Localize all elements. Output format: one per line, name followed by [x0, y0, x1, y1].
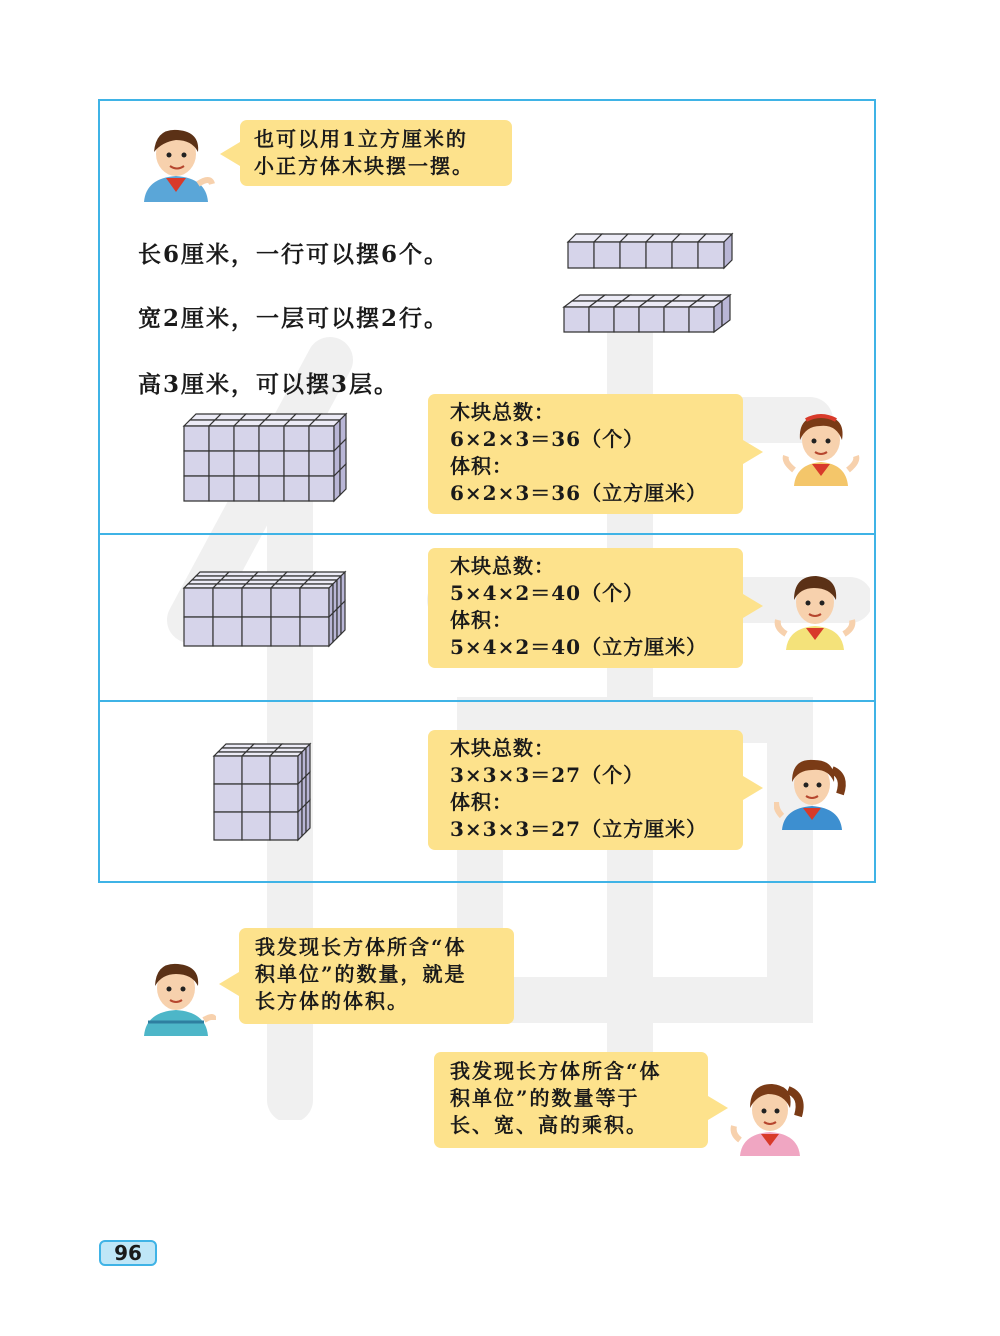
cube-front-face — [309, 451, 334, 476]
count-formula: 6×2×3＝36（个） — [450, 427, 645, 451]
cube-front-face — [300, 588, 329, 617]
cube-front-face — [271, 617, 300, 646]
cube-front-face — [698, 242, 724, 268]
cube-side-face — [302, 748, 306, 780]
cube-front-face — [646, 242, 672, 268]
cube-front-face — [568, 242, 594, 268]
count-label: 木块总数： — [450, 554, 555, 578]
cube-side-face — [341, 601, 345, 634]
cube-side-face — [714, 301, 722, 332]
section-2-bubble — [428, 548, 743, 668]
cube-front-face — [214, 784, 242, 812]
section-3-bubble — [428, 730, 743, 850]
cube-front-face — [214, 756, 242, 784]
girl-conclusion-line-3: 长、宽、高的乘积。 — [450, 1113, 648, 1137]
cube-front-face — [234, 476, 259, 501]
cube-3x3x3-figure — [212, 742, 342, 846]
section-1-bubble — [428, 394, 743, 514]
cube-layer-figure — [562, 293, 754, 343]
cube-front-face — [184, 617, 213, 646]
cube-front-face — [271, 588, 300, 617]
cube-front-face — [213, 617, 242, 646]
cube-front-face — [639, 307, 664, 332]
girl-character-icon — [730, 1078, 810, 1156]
section-divider-1 — [98, 533, 876, 535]
boy-conclusion-bubble — [239, 928, 514, 1024]
cube-front-face — [309, 476, 334, 501]
length-statement: 长6厘米，一行可以摆6个。 — [138, 241, 450, 268]
cube-front-face — [259, 426, 284, 451]
boy-character-icon — [772, 570, 858, 650]
cube-front-face — [300, 617, 329, 646]
girl-conclusion-line-1: 我发现长方体所含“体 — [450, 1059, 662, 1083]
boy-character-icon — [136, 122, 216, 204]
cube-front-face — [259, 476, 284, 501]
cube-front-face — [242, 784, 270, 812]
boy-conclusion-line-1: 我发现长方体所含“体 — [255, 935, 467, 959]
cube-side-face — [341, 572, 345, 605]
cube-front-face — [614, 307, 639, 332]
cube-row-figure — [566, 232, 746, 277]
height-statement: 高3厘米，可以摆3层。 — [138, 371, 400, 398]
cube-side-face — [340, 464, 346, 495]
cube-side-face — [722, 295, 730, 326]
volume-label: 体积： — [450, 790, 513, 814]
cube-front-face — [689, 307, 714, 332]
girl-character-icon — [780, 410, 862, 486]
page-number: 96 — [99, 1240, 157, 1266]
cube-side-face — [306, 800, 310, 832]
cube-front-face — [620, 242, 646, 268]
cube-front-face — [184, 426, 209, 451]
intro-line-2: 小正方体木块摆一摆。 — [254, 154, 474, 178]
cube-front-face — [234, 426, 259, 451]
cube-front-face — [209, 451, 234, 476]
intro-line-1: 也可以用1立方厘米的 — [254, 127, 468, 151]
count-formula: 3×3×3＝27（个） — [450, 763, 645, 787]
cube-front-face — [213, 588, 242, 617]
cube-front-face — [242, 812, 270, 840]
volume-label: 体积： — [450, 608, 513, 632]
cube-front-face — [209, 426, 234, 451]
cube-front-face — [594, 242, 620, 268]
cube-front-face — [184, 476, 209, 501]
count-formula: 5×4×2＝40（个） — [450, 581, 645, 605]
cube-front-face — [209, 476, 234, 501]
volume-formula: 3×3×3＝27（立方厘米） — [450, 817, 708, 841]
boy-conclusion-line-3: 长方体的体积。 — [255, 989, 409, 1013]
cube-front-face — [242, 617, 271, 646]
count-label: 木块总数： — [450, 736, 555, 760]
boy-conclusion-line-2: 积单位”的数量，就是 — [255, 962, 467, 986]
girl-conclusion-bubble — [434, 1052, 708, 1148]
cube-side-face — [298, 808, 302, 840]
cube-front-face — [564, 307, 589, 332]
cube-front-face — [284, 476, 309, 501]
cube-side-face — [298, 780, 302, 812]
cube-front-face — [214, 812, 242, 840]
cube-front-face — [309, 426, 334, 451]
boy-character-icon — [138, 958, 216, 1036]
cube-side-face — [306, 744, 310, 776]
cuboid-6x2x3-figure — [182, 412, 378, 512]
cube-front-face — [270, 812, 298, 840]
width-statement: 宽2厘米，一层可以摆2行。 — [138, 305, 450, 332]
cube-side-face — [298, 752, 302, 784]
volume-formula: 5×4×2＝40（立方厘米） — [450, 635, 708, 659]
section-divider-2 — [98, 700, 876, 702]
cube-front-face — [270, 756, 298, 784]
girl-conclusion-line-2: 积单位”的数量等于 — [450, 1086, 640, 1110]
cube-front-face — [672, 242, 698, 268]
girl-character-icon — [774, 754, 850, 830]
cube-front-face — [259, 451, 284, 476]
cube-front-face — [284, 451, 309, 476]
cube-front-face — [664, 307, 689, 332]
cuboid-5x4x2-figure — [182, 570, 378, 662]
cube-front-face — [184, 588, 213, 617]
intro-speech-bubble — [240, 120, 512, 186]
count-label: 木块总数： — [450, 400, 555, 424]
volume-label: 体积： — [450, 454, 513, 478]
cube-front-face — [284, 426, 309, 451]
cube-front-face — [589, 307, 614, 332]
cube-side-face — [306, 772, 310, 804]
cube-side-face — [334, 470, 340, 501]
cube-front-face — [270, 784, 298, 812]
cube-side-face — [302, 776, 306, 808]
cube-front-face — [184, 451, 209, 476]
cube-side-face — [302, 804, 306, 836]
volume-formula: 6×2×3＝36（立方厘米） — [450, 481, 708, 505]
cube-front-face — [242, 756, 270, 784]
cube-front-face — [234, 451, 259, 476]
cube-front-face — [242, 588, 271, 617]
